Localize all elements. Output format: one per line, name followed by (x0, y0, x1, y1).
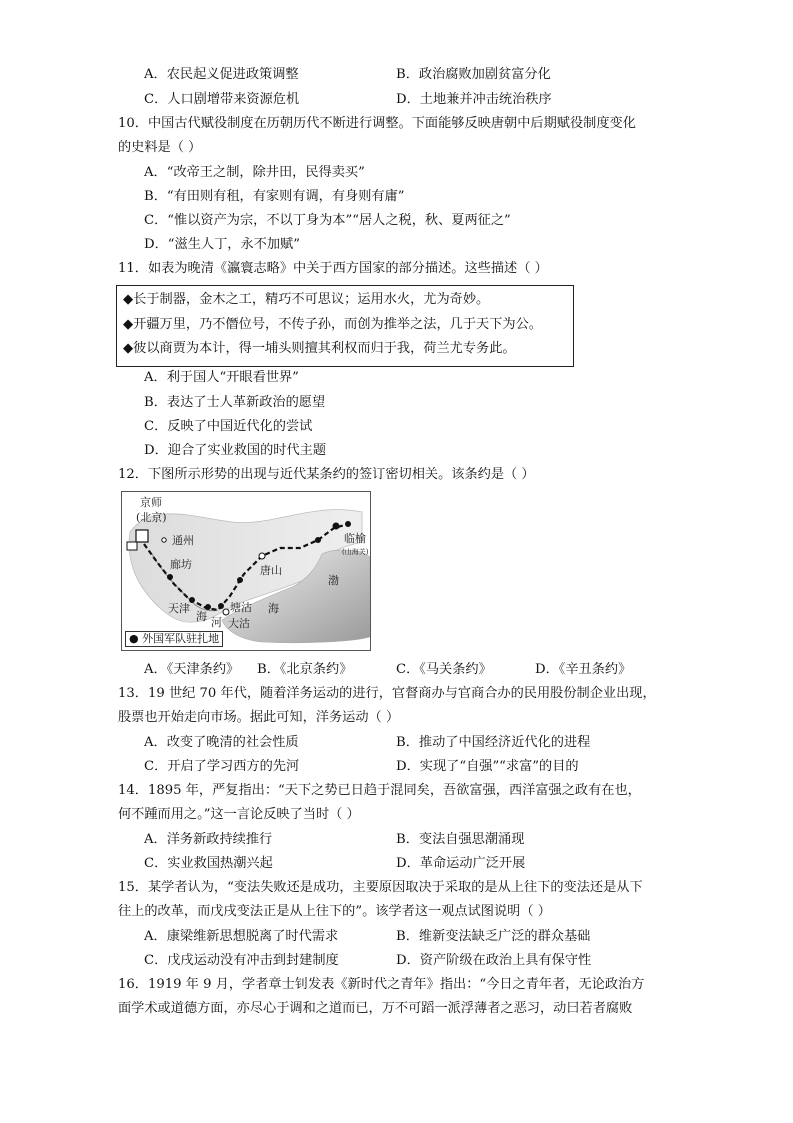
label-sea: 海 (268, 602, 279, 615)
q15-stem-line1: 15．某学者认为，“变法失败还是成功，主要原因取决于采取的是从上往下的变法还是从下 (118, 880, 643, 895)
lutai-dot (237, 577, 243, 583)
q13-stem-line1: 13．19 世纪 70 年代，随着洋务运动的进行，官督商办与官商合办的民用股份制企业出现， (118, 686, 656, 701)
label-hai: 海 (196, 610, 207, 623)
q10-option-a: A．“改帝王之制，除井田，民得卖买” (144, 165, 365, 180)
linyu-dot (333, 523, 340, 530)
q14-option-d: D．革命运动广泛开展 (396, 856, 526, 871)
q13-option-c: C．开启了学习西方的先河 (144, 759, 300, 774)
tanggu-dot (218, 603, 224, 609)
q10-option-c: C．“惟以资产为宗，不以丁身为本”“居人之税，秋、夏两征之” (144, 213, 511, 228)
q12-option-a: A．《天津条约》 (144, 662, 240, 677)
tangshan-dot (259, 553, 265, 559)
q11-quote-2: ◆开疆万里，乃不僭位号，不传子孙，而创为推举之法，几于天下为公。 (123, 317, 542, 332)
q11-option-a: A．利于国人“开眼看世界” (144, 370, 299, 385)
q14-option-c: C．实业救国热潮兴起 (144, 856, 273, 871)
q9-option-c: C．人口剧增带来资源危机 (144, 92, 300, 107)
q9-option-d: D．土地兼并冲击统治秩序 (396, 92, 552, 107)
q11-quote-3: ◆彼以商贾为本计，得一埔头则擅其利权而归于我，荷兰尤专务此。 (123, 341, 516, 356)
q14-stem-line2: 何不踵而用之。”这一言论反映了当时（ ） (118, 807, 360, 822)
langfang-dot (167, 574, 173, 580)
q10-option-b: B．“有田则有租，有家则有调，有身则有庸” (144, 189, 405, 204)
beijing-gate-marker (127, 542, 137, 550)
tongzhou-dot (162, 538, 166, 542)
q11-quote-box (116, 285, 574, 367)
q12-map (121, 491, 371, 651)
label-tangshan: 唐山 (260, 564, 282, 577)
q12-stem: 12．下图所示形势的出现与近代某条约的签订密切相关。该条约是（ ） (118, 467, 535, 482)
q15-option-d: D．资产阶级在政治上具有保守性 (396, 953, 592, 968)
label-shanhaiguan: (山海关) (342, 548, 369, 556)
label-bo: 渤 (328, 574, 339, 587)
label-beijing: (北京) (136, 511, 167, 524)
q15-option-a: A．康梁维新思想脱离了时代需求 (144, 929, 339, 944)
q11-option-b: B．表达了士人革新政治的愿望 (144, 395, 326, 410)
label-linyu: 临榆 (344, 532, 366, 545)
q14-option-b: B．变法自强思潮涌现 (396, 832, 525, 847)
q16-stem-line1: 16．1919 年 9 月，学者章士钊发表《新时代之青年》指出：“今日之青年者，无论政治方 (118, 977, 645, 992)
q14-stem-line1: 14．1895 年，严复指出：“天下之势已日趋于混同矣，吾欲富强，西洋富强之政有在也， (118, 783, 641, 798)
q12-option-d: D．《辛丑条约》 (535, 662, 632, 677)
label-tongzhou: 通州 (172, 534, 194, 547)
q10-option-d: D．“滋生人丁，永不加赋” (144, 237, 300, 252)
map-drawing (122, 492, 371, 651)
changli-dot (315, 537, 321, 543)
q11-option-d: D．迎合了实业救国的时代主题 (144, 443, 327, 458)
q15-option-b: B．维新变法缺乏广泛的群众基础 (396, 929, 591, 944)
q12-option-c: C．《马关条约》 (396, 662, 492, 677)
q10-stem-line1: 10．中国古代赋役制度在历朝历代不断进行调整。下面能够反映唐朝中后期赋役制度变化 (118, 116, 636, 131)
q11-quote-1: ◆长于制器，金木之工，精巧不可思议；运用水火，尤为奇妙。 (123, 292, 490, 307)
dagu-dot (223, 609, 229, 615)
q15-option-c: C．戊戌运动没有冲击到封建制度 (144, 953, 339, 968)
shanhaiguan-dot (345, 521, 351, 527)
q11-option-c: C．反映了中国近代化的尝试 (144, 419, 313, 434)
map-legend: ● 外国军队驻扎地 (125, 631, 223, 647)
q11-stem: 11．如表为晚清《瀛寰志略》中关于西方国家的部分描述。这些描述（ ） (118, 261, 548, 276)
q16-stem-line2: 面学术或道德方面，亦尽心于调和之道而已，万不可蹈一派浮薄者之恶习，动曰若者腐败 (118, 1001, 633, 1016)
q13-option-a: A．改变了晚清的社会性质 (144, 735, 299, 750)
q13-option-b: B．推动了中国经济近代化的进程 (396, 735, 591, 750)
label-jingshi: 京师 (140, 496, 162, 509)
q12-option-b: B．《北京条约》 (257, 662, 353, 677)
label-langfang: 廊坊 (170, 558, 192, 571)
q9-option-a: A．农民起义促进政策调整 (144, 67, 299, 82)
q14-option-a: A．洋务新政持续推行 (144, 832, 273, 847)
label-tianjin: 天津 (168, 602, 190, 615)
label-dagu: 大沽 (228, 617, 250, 630)
q9-option-b: B．政治腐败加剧贫富分化 (396, 67, 551, 82)
q15-stem-line2: 往上的改革，而戊戌变法正是从上往下的”。该学者这一观点试图说明（ ） (118, 904, 551, 919)
q10-stem-line2: 的史料是（ ） (118, 140, 202, 155)
label-tanggu: 塘沽 (230, 601, 252, 614)
q13-option-d: D．实现了“自强”“求富”的目的 (396, 759, 579, 774)
q13-stem-line2: 股票也开始走向市场。据此可知，洋务运动（ ） (118, 710, 400, 725)
beijing-marker (136, 530, 148, 542)
label-he: 河 (211, 616, 222, 629)
